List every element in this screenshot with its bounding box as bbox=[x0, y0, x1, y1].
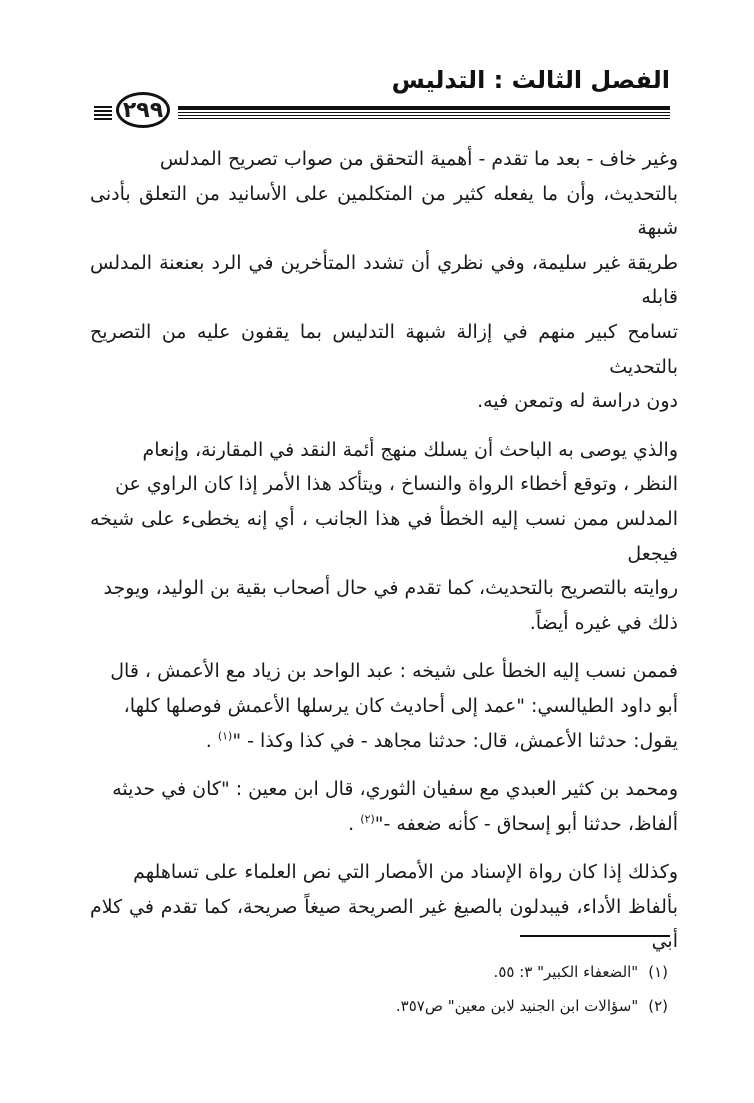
page-number: ٢٩٩ bbox=[116, 92, 170, 128]
text-line: فممن نسب إليه الخطأ على شيخه : عبد الواحد بن زياد مع الأعمش ، قال bbox=[110, 660, 678, 683]
footnote-number: (١) bbox=[648, 963, 668, 981]
text-line: أبو داود الطيالسي: "عمد إلى أحاديث كان يرسلها الأعمش فوصلها كلها، bbox=[123, 694, 678, 717]
footnote-text: "سؤالات ابن الجنيد لابن معين" ص٣٥٧. bbox=[395, 997, 639, 1015]
footnote-number: (٢) bbox=[648, 997, 668, 1015]
footnote-ref[interactable]: (٢) bbox=[360, 812, 375, 826]
text-line: يقول: حدثنا الأعمش، قال: حدثنا مجاهد - في كذا وكذا - " bbox=[232, 729, 678, 752]
text-line: روايته بالتصريح بالتحديث، كما تقدم في حال أصحاب بقية بن الوليد، ويوجد bbox=[103, 577, 678, 600]
header-rule-stub bbox=[94, 106, 112, 120]
paragraph bbox=[90, 433, 678, 641]
footnote-ref[interactable]: (١) bbox=[217, 729, 233, 743]
text-line: والذي يوصى به الباحث أن يسلك منهج أئمة النقد في المقارنة، وإنعام bbox=[142, 438, 678, 461]
page-header bbox=[94, 62, 670, 132]
header-rule bbox=[94, 97, 670, 124]
paragraph bbox=[90, 654, 678, 758]
text-line: ألفاظ، حدثنا أبو إسحاق - كأنه ضعفه -" bbox=[374, 812, 678, 835]
text-line: بألفاظ الأداء، فيبدلون بالصيغ غير الصريحة صيغاً صريحة، كما تقدم في كلام أبي bbox=[90, 895, 678, 953]
footnote-item bbox=[108, 955, 668, 989]
text-line: طريقة غير سليمة، وفي نظري أن تشدد المتأخرين في الرد بعنعنة المدلس قابله bbox=[90, 251, 678, 309]
text-line-tail: . bbox=[348, 812, 361, 835]
text-line: دون دراسة له وتمعن فيه. bbox=[477, 390, 678, 413]
text-line: تسامح كبير منهم في إزالة شبهة التدليس بما يقفون عليه من التصريح بالتحديث bbox=[90, 320, 678, 378]
text-line: ومحمد بن كثير العبدي مع سفيان الثوري، قال ابن معين : "كان في حديثه bbox=[112, 778, 678, 801]
footnote-item bbox=[108, 989, 668, 1023]
text-line: بالتحديث، وأن ما يفعله كثير من المتكلمين على الأسانيد من التعلق بأدنى شبهة bbox=[90, 182, 678, 240]
footnote-separator bbox=[520, 935, 670, 937]
text-line: المدلس ممن نسب إليه الخطأ في هذا الجانب ، أي إنه يخطىء على شيخه فيجعل bbox=[90, 507, 678, 565]
footnotes bbox=[108, 955, 668, 1023]
paragraph bbox=[90, 142, 678, 419]
chapter-title: الفصل الثالث : التدليس bbox=[391, 66, 670, 94]
paragraph bbox=[90, 772, 678, 841]
footnote-text: "الضعفاء الكبير" ٣: ٥٥. bbox=[493, 963, 639, 981]
body-text bbox=[90, 142, 678, 959]
text-line: وكذلك إذا كان رواة الإسناد من الأمصار التي نص العلماء على تساهلهم bbox=[133, 861, 678, 884]
paragraph bbox=[90, 855, 678, 959]
text-line: ذلك في غيره أيضاً. bbox=[529, 611, 678, 634]
text-line: وغير خاف - بعد ما تقدم - أهمية التحقق من صواب تصريح المدلس bbox=[159, 148, 678, 170]
header-rule-lines bbox=[178, 106, 670, 120]
text-line-tail: . bbox=[205, 729, 218, 752]
text-line: النظر ، وتوقع أخطاء الرواة والنساخ ، ويتأكد هذا الأمر إذا كان الراوي عن bbox=[115, 473, 678, 496]
